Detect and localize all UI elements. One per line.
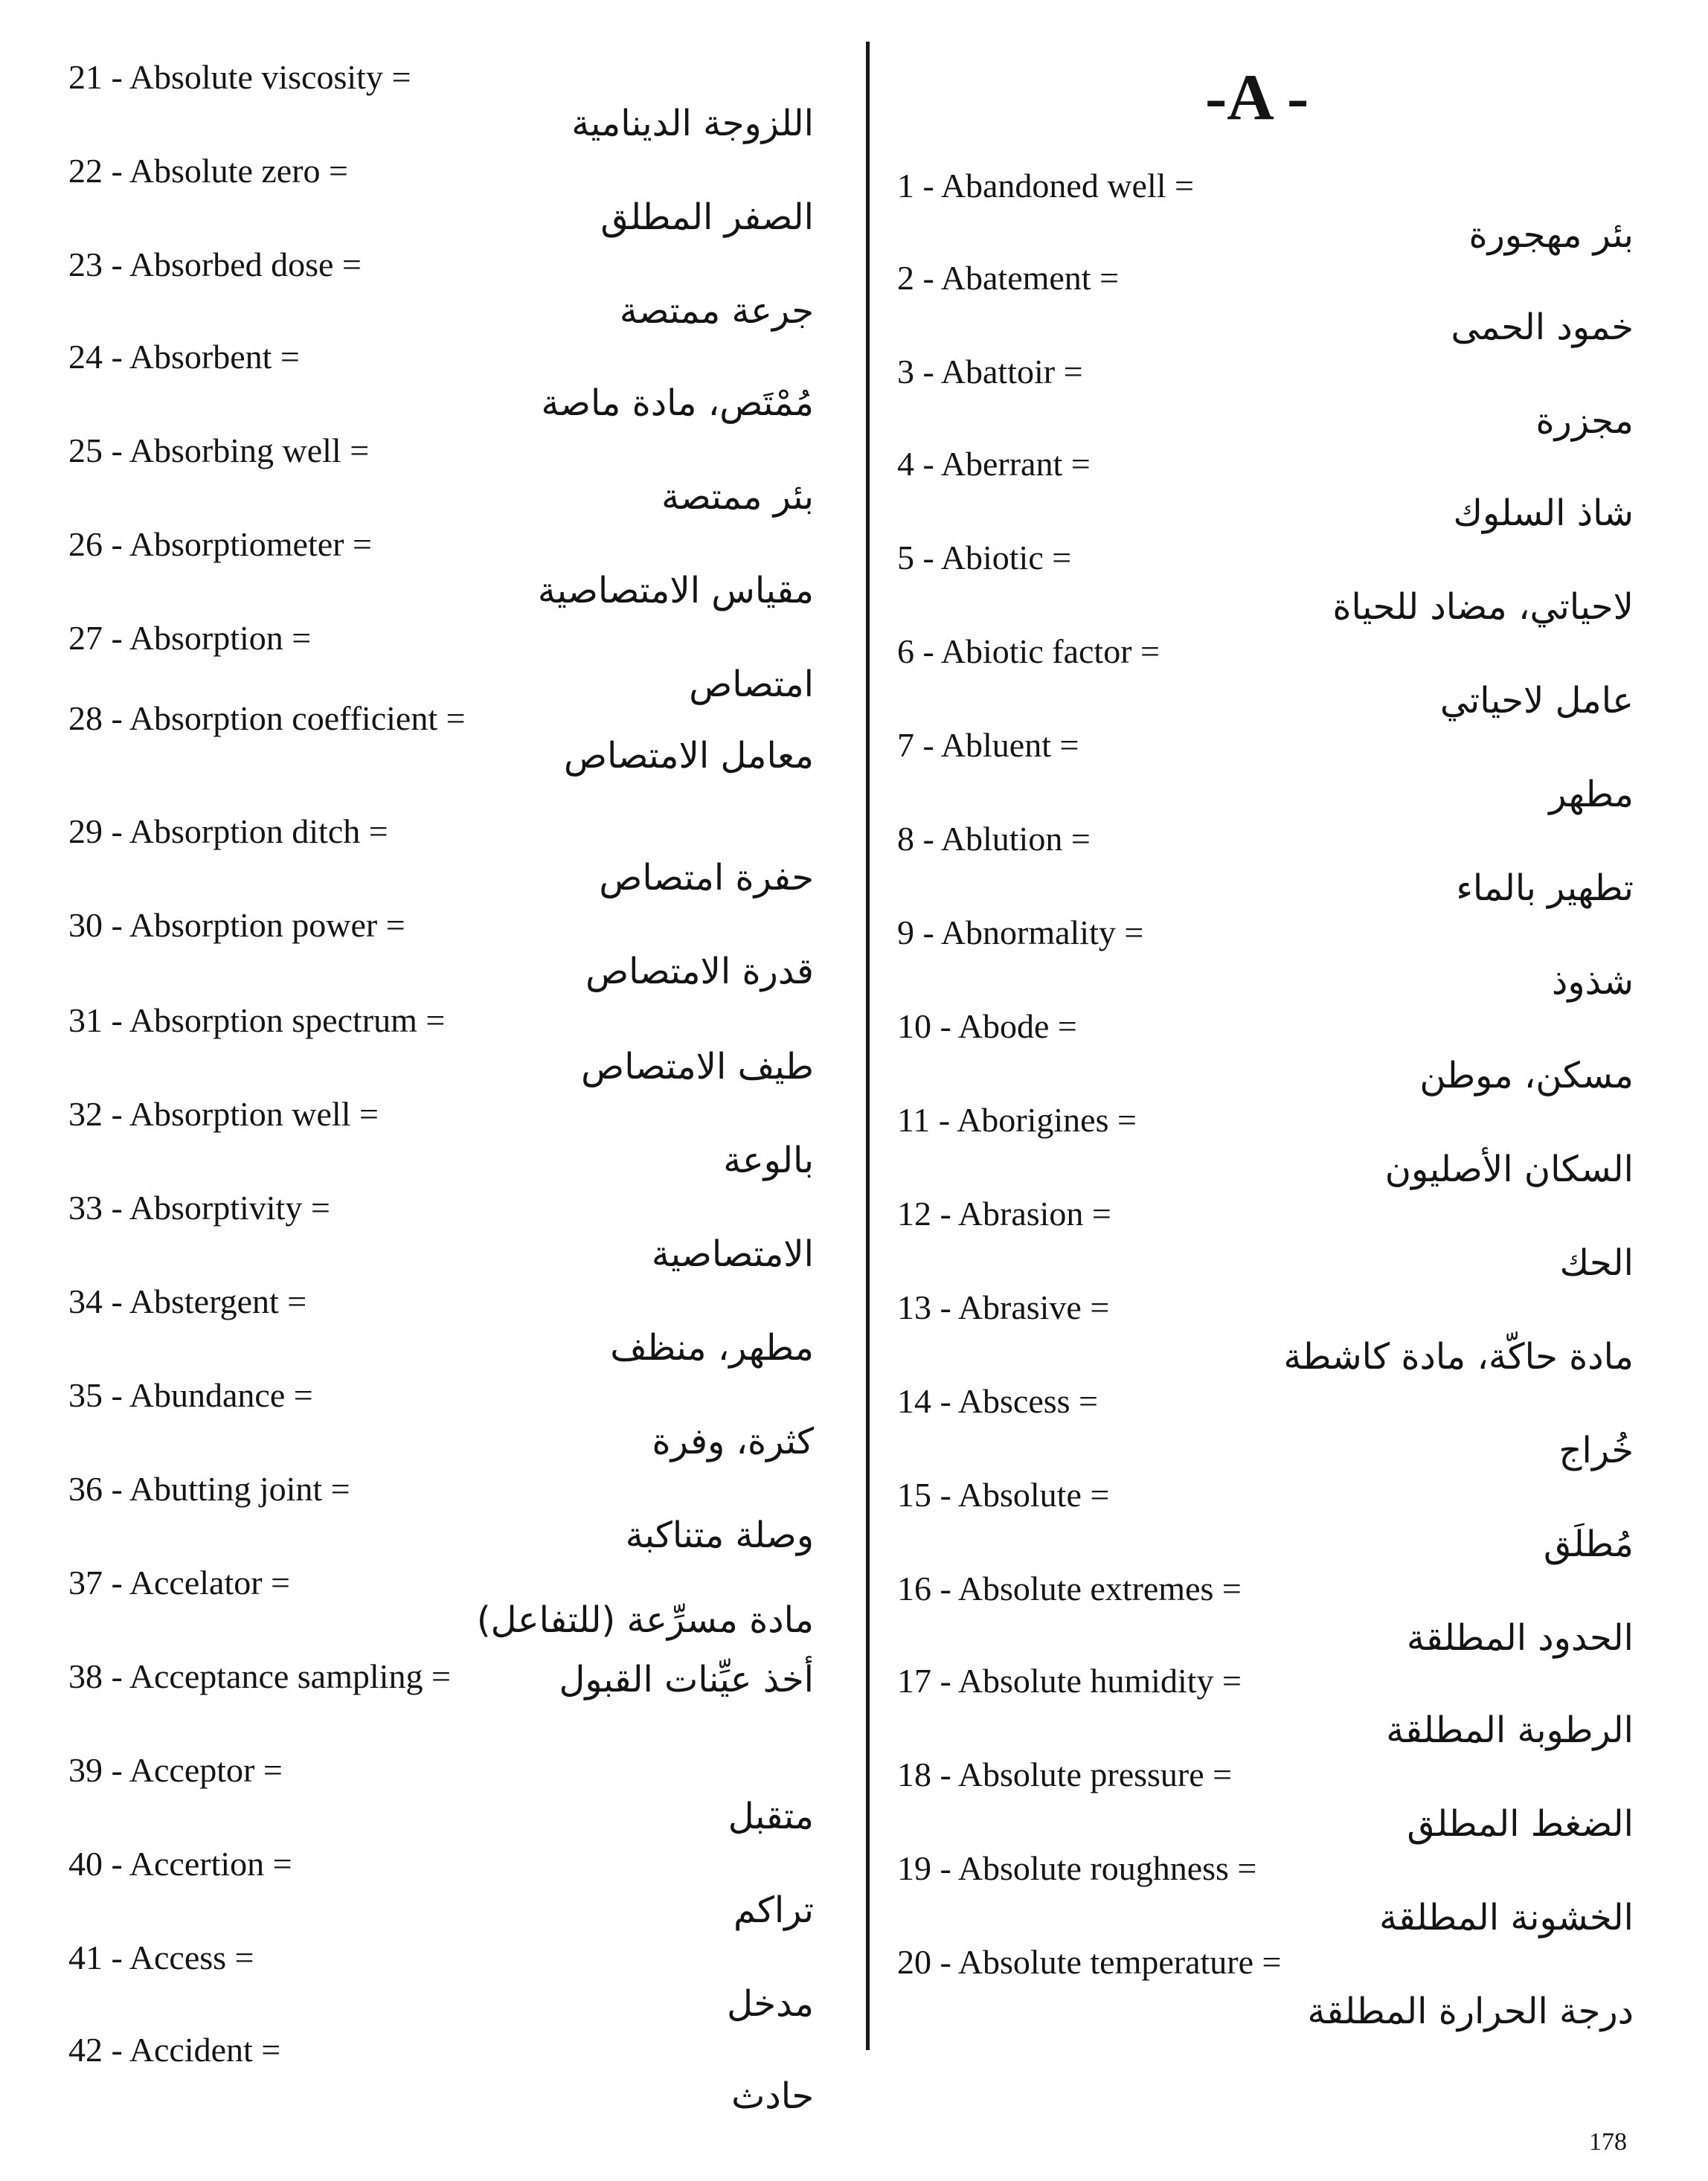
arabic-translation: تطهير بالماء (1456, 867, 1634, 909)
arabic-translation: وصلة متناكبة (625, 1515, 814, 1556)
english-term: 14 - Abscess = (897, 1382, 1098, 1420)
english-term: 35 - Abundance = (68, 1376, 313, 1414)
section-heading: -A - (1205, 62, 1309, 134)
english-term: 3 - Abattoir = (897, 353, 1083, 391)
arabic-translation: الضغط المطلق (1407, 1803, 1634, 1845)
english-term: 24 - Absorbent = (68, 338, 300, 376)
english-term: 40 - Accertion = (68, 1845, 292, 1883)
arabic-translation: مسكن، موطن (1419, 1055, 1634, 1096)
arabic-translation: مُطلَق (1543, 1523, 1634, 1565)
arabic-translation: حفرة امتصاص (599, 857, 814, 899)
english-term: 2 - Abatement = (897, 259, 1120, 297)
english-term: 7 - Abluent = (897, 726, 1079, 764)
english-term: 8 - Ablution = (897, 820, 1091, 858)
arabic-translation: خمود الحمى (1451, 306, 1634, 348)
arabic-translation: كثرة، وفرة (652, 1421, 814, 1462)
english-term: 1 - Abandoned well = (897, 167, 1194, 205)
arabic-translation: قدرة الامتصاص (585, 951, 814, 992)
arabic-translation: متقبل (728, 1796, 814, 1837)
english-term: 36 - Abutting joint = (68, 1470, 350, 1508)
arabic-translation: خُراج (1558, 1430, 1634, 1471)
english-term: 13 - Abrasive = (897, 1288, 1110, 1326)
english-term: 41 - Access = (68, 1939, 254, 1976)
arabic-translation: اللزوجة الدينامية (571, 103, 814, 144)
english-term: 34 - Abstergent = (68, 1282, 307, 1320)
arabic-translation: عامل لاحياتي (1439, 680, 1634, 722)
english-term: 38 - Acceptance sampling = (68, 1657, 451, 1695)
page-number: 178 (1589, 2128, 1627, 2156)
english-term: 39 - Acceptor = (68, 1751, 283, 1789)
arabic-translation: بئر مهجورة (1468, 214, 1634, 256)
column-divider (866, 42, 870, 2050)
arabic-translation: مادة حاكّة، مادة كاشطة (1283, 1336, 1634, 1378)
arabic-translation: بالوعة (723, 1140, 814, 1181)
arabic-translation: الامتصاصية (651, 1233, 814, 1275)
arabic-translation: شذوذ (1552, 961, 1634, 1003)
arabic-translation: شاذ السلوك (1453, 492, 1634, 534)
english-term: 31 - Absorption spectrum = (68, 1001, 446, 1039)
english-term: 20 - Absolute temperature = (897, 1943, 1282, 1981)
arabic-translation: جرعة ممتصة (619, 290, 814, 332)
arabic-translation: السكان الأصليون (1384, 1149, 1634, 1190)
arabic-translation: مطهر، منظف (610, 1327, 814, 1369)
arabic-translation: الحك (1559, 1242, 1634, 1284)
english-term: 5 - Abiotic = (897, 539, 1072, 576)
english-term: 37 - Accelator = (68, 1564, 290, 1602)
arabic-translation: طيف الامتصاص (581, 1046, 814, 1088)
english-term: 23 - Absorbed dose = (68, 245, 362, 283)
english-term: 11 - Aborigines = (897, 1101, 1137, 1139)
english-term: 15 - Absolute = (897, 1476, 1110, 1514)
english-term: 4 - Aberrant = (897, 445, 1091, 483)
arabic-translation: مادة مسرِّعة (للتفاعل) (476, 1599, 814, 1641)
arabic-translation: امتصاص (689, 664, 814, 705)
english-term: 29 - Absorption ditch = (68, 812, 388, 850)
arabic-translation: مُمْتَص، مادة ماصة (541, 382, 814, 424)
english-term: 6 - Abiotic factor = (897, 632, 1160, 670)
english-term: 12 - Abrasion = (897, 1195, 1111, 1233)
english-term: 22 - Absolute zero = (68, 152, 348, 190)
english-term: 19 - Absolute roughness = (897, 1849, 1257, 1887)
english-term: 26 - Absorptiometer = (68, 525, 372, 563)
arabic-translation: مطهر (1549, 774, 1634, 815)
arabic-translation: الرطوبة المطلقة (1386, 1709, 1634, 1751)
arabic-translation: مدخل (727, 1983, 814, 2025)
english-term: 27 - Absorption = (68, 619, 312, 657)
arabic-translation: مقياس الامتصاصية (537, 570, 814, 611)
english-term: 9 - Abnormality = (897, 913, 1144, 951)
arabic-translation: أخذ عيِّنات القبول (559, 1659, 814, 1700)
english-term: 17 - Absolute humidity = (897, 1662, 1242, 1700)
arabic-translation: تراكم (733, 1889, 814, 1931)
english-term: 42 - Accident = (68, 2031, 281, 2069)
english-term: 21 - Absolute viscosity = (68, 58, 411, 96)
english-term: 25 - Absorbing well = (68, 431, 370, 469)
arabic-translation: مجزرة (1535, 400, 1634, 442)
arabic-translation: معامل الامتصاص (564, 735, 814, 777)
arabic-translation: حادث (731, 2075, 814, 2117)
english-term: 16 - Absolute extremes = (897, 1570, 1242, 1607)
arabic-translation: درجة الحرارة المطلقة (1307, 1991, 1634, 2032)
arabic-translation: الخشونة المطلقة (1379, 1897, 1634, 1939)
english-term: 18 - Absolute pressure = (897, 1756, 1233, 1793)
english-term: 30 - Absorption power = (68, 906, 405, 944)
english-term: 10 - Abode = (897, 1007, 1077, 1045)
arabic-translation: الصفر المطلق (600, 196, 814, 238)
english-term: 33 - Absorptivity = (68, 1189, 330, 1227)
arabic-translation: بئر ممتصة (661, 476, 814, 518)
arabic-translation: لاحياتي، مضاد للحياة (1332, 586, 1634, 628)
english-term: 32 - Absorption well = (68, 1095, 379, 1133)
english-term: 28 - Absorption coefficient = (68, 699, 466, 737)
arabic-translation: الحدود المطلقة (1407, 1617, 1634, 1659)
